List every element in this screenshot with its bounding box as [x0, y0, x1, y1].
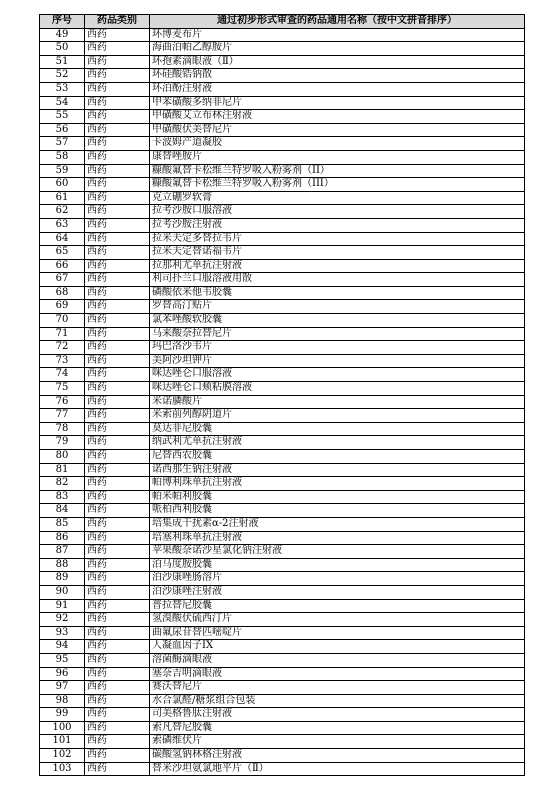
drug-name-cell: 康替唑胺片: [150, 150, 525, 164]
serial-number-cell: 64: [40, 232, 85, 246]
drug-name-cell: 溶菌酶滴眼液: [150, 653, 525, 667]
drug-name-cell: 培集成干扰素α-2注射液: [150, 517, 525, 531]
table-row: [40, 137, 525, 151]
drug-name-cell: 泊沙康唑肠溶片: [150, 572, 525, 586]
table-row: [40, 558, 525, 572]
drug-name-cell: 马来酸奈拉替尼片: [150, 327, 525, 341]
drug-name-cell: 美阿沙坦钾片: [150, 354, 525, 368]
drug-name-cell: 赛沃替尼片: [150, 681, 525, 695]
serial-number-cell: 94: [40, 640, 85, 654]
drug-category-cell: 西药: [85, 382, 150, 396]
drug-category-cell: 西药: [85, 653, 150, 667]
drug-category-cell: 西药: [85, 259, 150, 273]
drug-name-cell: 帕米帕利胶囊: [150, 490, 525, 504]
drug-name-cell: 苹果酸奈诺沙星氯化钠注射液: [150, 545, 525, 559]
serial-number-cell: 62: [40, 205, 85, 219]
drug-name-cell: 拉那利尤单抗注射液: [150, 259, 525, 273]
table-row: [40, 205, 525, 219]
table-row: [40, 382, 525, 396]
serial-number-cell: 89: [40, 572, 85, 586]
drug-category-cell: 西药: [85, 232, 150, 246]
table-row: [40, 218, 525, 232]
table-row: [40, 273, 525, 287]
drug-category-cell: 西药: [85, 327, 150, 341]
table-row: [40, 599, 525, 613]
drug-category-cell: 西药: [85, 667, 150, 681]
table-row: [40, 286, 525, 300]
serial-number-cell: 95: [40, 653, 85, 667]
serial-number-cell: 84: [40, 504, 85, 518]
drug-name-cell: 克立硼罗软膏: [150, 191, 525, 205]
serial-number-cell: 97: [40, 681, 85, 695]
drug-category-cell: 西药: [85, 178, 150, 192]
table-row: [40, 721, 525, 735]
drug-category-cell: 西药: [85, 218, 150, 232]
drug-name-cell: 利司扑兰口服溶液用散: [150, 273, 525, 287]
drug-category-cell: 西药: [85, 314, 150, 328]
drug-category-cell: 西药: [85, 42, 150, 56]
drug-category-cell: 西药: [85, 572, 150, 586]
serial-number-cell: 82: [40, 477, 85, 491]
drug-name-cell: 水合氯醛/糖浆组合包装: [150, 694, 525, 708]
table-row: [40, 178, 525, 192]
serial-number-cell: 79: [40, 436, 85, 450]
header-serial-number: 序号: [40, 15, 85, 29]
drug-name-cell: 索凡替尼胶囊: [150, 721, 525, 735]
serial-number-cell: 66: [40, 259, 85, 273]
drug-name-cell: 甲苯磺酸多纳非尼片: [150, 96, 525, 110]
drug-name-cell: 曲氟尿苷替匹嘧啶片: [150, 626, 525, 640]
serial-number-cell: 75: [40, 382, 85, 396]
drug-name-cell: 环孢素滴眼液（Ⅱ）: [150, 55, 525, 69]
drug-category-cell: 西药: [85, 694, 150, 708]
serial-number-cell: 58: [40, 150, 85, 164]
table-row: [40, 246, 525, 260]
table-body: [40, 28, 525, 776]
drug-category-cell: 西药: [85, 735, 150, 749]
drug-name-cell: 米索前列醇阴道片: [150, 409, 525, 423]
drug-category-cell: 西药: [85, 341, 150, 355]
drug-name-cell: 咪达唑仑口颊粘膜溶液: [150, 382, 525, 396]
drug-category-cell: 西药: [85, 626, 150, 640]
header-drug-category: 药品类别: [85, 15, 150, 29]
drug-name-cell: 纳武利尤单抗注射液: [150, 436, 525, 450]
table-row: [40, 300, 525, 314]
header-drug-generic-name: 通过初步形式审查的药品通用名称（按中文拼音排序）: [150, 15, 525, 29]
drug-name-cell: 玛巴洛沙韦片: [150, 341, 525, 355]
serial-number-cell: 53: [40, 82, 85, 96]
drug-category-cell: 西药: [85, 504, 150, 518]
serial-number-cell: 49: [40, 28, 85, 42]
drug-name-cell: 拉米夫定替诺福韦片: [150, 246, 525, 260]
drug-name-cell: 帕博利珠单抗注射液: [150, 477, 525, 491]
drug-category-cell: 西药: [85, 246, 150, 260]
drug-name-cell: 罗替高汀贴片: [150, 300, 525, 314]
drug-name-cell: 普拉替尼胶囊: [150, 599, 525, 613]
table-row: [40, 545, 525, 559]
table-row: [40, 490, 525, 504]
table-row: [40, 409, 525, 423]
drug-name-cell: 泊沙康唑注射液: [150, 585, 525, 599]
drug-name-cell: 米诺膦酸片: [150, 395, 525, 409]
table-row: [40, 572, 525, 586]
drug-category-cell: 西药: [85, 354, 150, 368]
serial-number-cell: 65: [40, 246, 85, 260]
drug-category-cell: 西药: [85, 273, 150, 287]
drug-category-cell: 西药: [85, 490, 150, 504]
drug-category-cell: 西药: [85, 368, 150, 382]
drug-name-cell: 碳酸氢钠林格注射液: [150, 749, 525, 763]
serial-number-cell: 81: [40, 463, 85, 477]
drug-category-cell: 西药: [85, 708, 150, 722]
drug-name-cell: 甲磺酸艾立布林注射液: [150, 110, 525, 124]
drug-category-cell: 西药: [85, 681, 150, 695]
drug-category-cell: 西药: [85, 762, 150, 776]
drug-name-cell: 泊马度胺胶囊: [150, 558, 525, 572]
table-row: [40, 232, 525, 246]
serial-number-cell: 52: [40, 69, 85, 83]
serial-number-cell: 98: [40, 694, 85, 708]
drug-category-cell: 西药: [85, 599, 150, 613]
table-row: [40, 368, 525, 382]
serial-number-cell: 63: [40, 218, 85, 232]
drug-category-cell: 西药: [85, 164, 150, 178]
serial-number-cell: 86: [40, 531, 85, 545]
drug-name-cell: 人凝血因子IX: [150, 640, 525, 654]
serial-number-cell: 92: [40, 613, 85, 627]
table-row: [40, 504, 525, 518]
drug-name-cell: 哌柏西利胶囊: [150, 504, 525, 518]
serial-number-cell: 54: [40, 96, 85, 110]
drug-name-cell: 替米沙坦氨氯地平片（Ⅱ）: [150, 762, 525, 776]
drug-name-cell: 塞奈吉明滴眼液: [150, 667, 525, 681]
table-row: [40, 191, 525, 205]
drug-category-cell: 西药: [85, 286, 150, 300]
table-row: [40, 354, 525, 368]
drug-category-cell: 西药: [85, 545, 150, 559]
table-row: [40, 82, 525, 96]
serial-number-cell: 56: [40, 123, 85, 137]
table-row: [40, 395, 525, 409]
table-row: [40, 341, 525, 355]
table-row: [40, 110, 525, 124]
table-row: [40, 613, 525, 627]
table-row: [40, 55, 525, 69]
drug-name-cell: 培塞利珠单抗注射液: [150, 531, 525, 545]
table-row: [40, 653, 525, 667]
drug-category-cell: 西药: [85, 409, 150, 423]
table-row: [40, 517, 525, 531]
serial-number-cell: 99: [40, 708, 85, 722]
serial-number-cell: 83: [40, 490, 85, 504]
drug-category-cell: 西药: [85, 300, 150, 314]
drug-category-cell: 西药: [85, 477, 150, 491]
serial-number-cell: 50: [40, 42, 85, 56]
table-row: [40, 749, 525, 763]
serial-number-cell: 51: [40, 55, 85, 69]
drug-name-cell: 氢溴酸伏硫西汀片: [150, 613, 525, 627]
drug-category-cell: 西药: [85, 395, 150, 409]
table-row: [40, 96, 525, 110]
table-row: [40, 694, 525, 708]
drug-category-cell: 西药: [85, 558, 150, 572]
drug-name-cell: 莫达非尼胶囊: [150, 422, 525, 436]
table-row: [40, 477, 525, 491]
drug-name-cell: 拉米夫定多替拉韦片: [150, 232, 525, 246]
table-row: [40, 640, 525, 654]
serial-number-cell: 93: [40, 626, 85, 640]
table-row: [40, 735, 525, 749]
drug-category-cell: 西药: [85, 82, 150, 96]
table-row: [40, 585, 525, 599]
drug-category-cell: 西药: [85, 463, 150, 477]
serial-number-cell: 68: [40, 286, 85, 300]
drug-category-cell: 西药: [85, 585, 150, 599]
drug-category-cell: 西药: [85, 517, 150, 531]
serial-number-cell: 78: [40, 422, 85, 436]
table-row: [40, 762, 525, 776]
header-row: [40, 15, 525, 29]
drug-category-cell: 西药: [85, 96, 150, 110]
serial-number-cell: 100: [40, 721, 85, 735]
drug-category-cell: 西药: [85, 422, 150, 436]
table-row: [40, 259, 525, 273]
table-row: [40, 327, 525, 341]
drug-name-cell: 司美格鲁肽注射液: [150, 708, 525, 722]
drug-name-cell: 环博麦布片: [150, 28, 525, 42]
drug-category-cell: 西药: [85, 110, 150, 124]
drug-name-cell: 海曲泊帕乙醇胺片: [150, 42, 525, 56]
table-row: [40, 150, 525, 164]
serial-number-cell: 71: [40, 327, 85, 341]
drug-category-cell: 西药: [85, 150, 150, 164]
serial-number-cell: 59: [40, 164, 85, 178]
serial-number-cell: 101: [40, 735, 85, 749]
drug-name-cell: 糠酸氟替卡松维兰特罗吸入粉雾剂（III）: [150, 178, 525, 192]
serial-number-cell: 85: [40, 517, 85, 531]
table-row: [40, 436, 525, 450]
table-row: [40, 164, 525, 178]
serial-number-cell: 88: [40, 558, 85, 572]
drug-category-cell: 西药: [85, 531, 150, 545]
serial-number-cell: 77: [40, 409, 85, 423]
drug-category-cell: 西药: [85, 613, 150, 627]
serial-number-cell: 80: [40, 450, 85, 464]
drug-category-cell: 西药: [85, 450, 150, 464]
table-row: [40, 681, 525, 695]
drug-name-cell: 磷酸依米他韦胶囊: [150, 286, 525, 300]
drug-name-cell: 拉考沙胺口服溶液: [150, 205, 525, 219]
drug-category-cell: 西药: [85, 436, 150, 450]
serial-number-cell: 96: [40, 667, 85, 681]
table-row: [40, 708, 525, 722]
table-row: [40, 123, 525, 137]
drug-category-cell: 西药: [85, 123, 150, 137]
serial-number-cell: 76: [40, 395, 85, 409]
drug-name-cell: 环泊酚注射液: [150, 82, 525, 96]
drug-name-cell: 环硅酸锆钠散: [150, 69, 525, 83]
table-row: [40, 314, 525, 328]
drug-name-cell: 糠酸氟替卡松维兰特罗吸入粉雾剂（II）: [150, 164, 525, 178]
table-header: [40, 15, 525, 29]
table-row: [40, 450, 525, 464]
serial-number-cell: 67: [40, 273, 85, 287]
serial-number-cell: 91: [40, 599, 85, 613]
table-row: [40, 69, 525, 83]
drug-name-cell: 尼替西农胶囊: [150, 450, 525, 464]
drug-category-cell: 西药: [85, 749, 150, 763]
serial-number-cell: 102: [40, 749, 85, 763]
serial-number-cell: 55: [40, 110, 85, 124]
table-row: [40, 531, 525, 545]
drug-category-cell: 西药: [85, 28, 150, 42]
serial-number-cell: 70: [40, 314, 85, 328]
drug-name-cell: 甲磺酸伏美替尼片: [150, 123, 525, 137]
table-row: [40, 42, 525, 56]
drug-category-cell: 西药: [85, 69, 150, 83]
drug-name-cell: 卡波姆产道凝胶: [150, 137, 525, 151]
drug-category-cell: 西药: [85, 721, 150, 735]
serial-number-cell: 73: [40, 354, 85, 368]
drug-category-cell: 西药: [85, 205, 150, 219]
drug-name-cell: 咪达唑仑口服溶液: [150, 368, 525, 382]
drug-category-cell: 西药: [85, 55, 150, 69]
serial-number-cell: 74: [40, 368, 85, 382]
serial-number-cell: 72: [40, 341, 85, 355]
drug-category-cell: 西药: [85, 191, 150, 205]
table-row: [40, 626, 525, 640]
drug-category-cell: 西药: [85, 137, 150, 151]
serial-number-cell: 61: [40, 191, 85, 205]
table-row: [40, 463, 525, 477]
table-row: [40, 422, 525, 436]
drug-name-cell: 氯苯唑酸软胶囊: [150, 314, 525, 328]
drug-category-cell: 西药: [85, 640, 150, 654]
drug-name-cell: 诺西那生钠注射液: [150, 463, 525, 477]
serial-number-cell: 60: [40, 178, 85, 192]
serial-number-cell: 103: [40, 762, 85, 776]
table-row: [40, 667, 525, 681]
serial-number-cell: 90: [40, 585, 85, 599]
drug-list-table: [39, 14, 525, 776]
serial-number-cell: 87: [40, 545, 85, 559]
drug-name-cell: 拉考沙胺注射液: [150, 218, 525, 232]
serial-number-cell: 57: [40, 137, 85, 151]
serial-number-cell: 69: [40, 300, 85, 314]
drug-name-cell: 索磷维伏片: [150, 735, 525, 749]
table-row: [40, 28, 525, 42]
